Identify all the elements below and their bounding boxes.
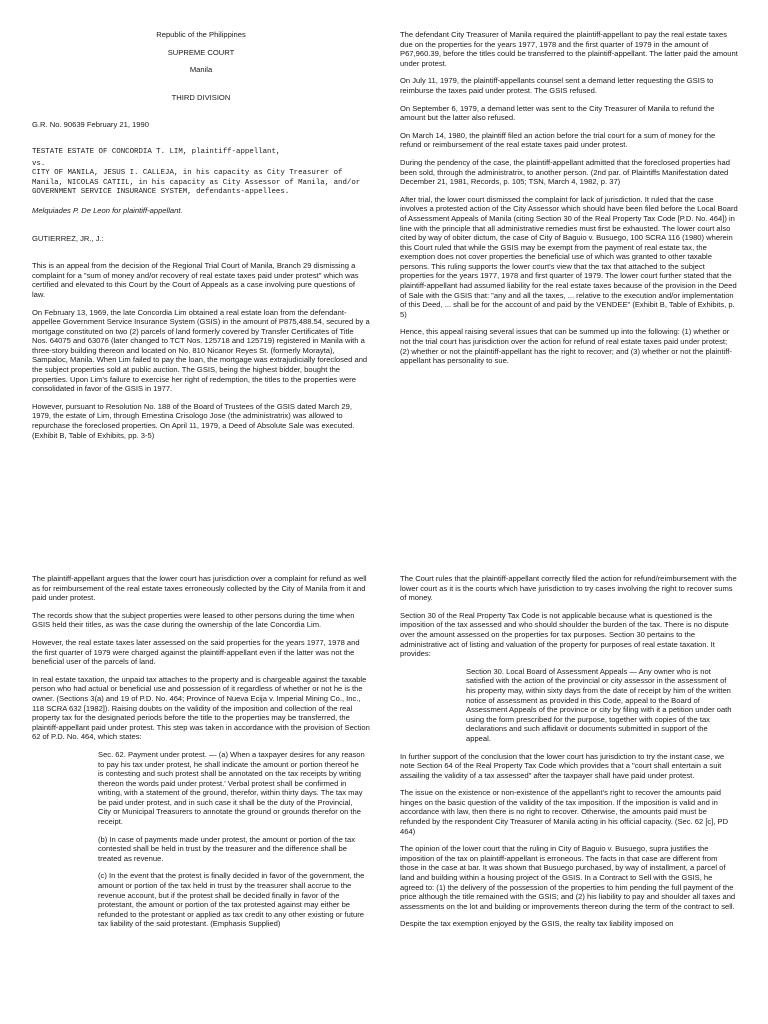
paragraph: This is an appeal from the decision of the Regional Trial Court of Manila, Branch 29 dismissing a complaint for a "sum of money and/or recovery of real estate taxes paid under protest" which was certified and elevated to this Court by the Court of Appeals as a case involving pure questions of law. <box>32 261 359 299</box>
quoted-provision: (c) In the event that the protest is finally decided in favor of the government, the amount or portion of the tax held in trust by the treasurer shall accrue to the revenue account, but if the protest shall be decided finally in favor of the protestant, the amount or portion of the tax protested against may either be refunded to the protestant or applied as tax credit to any other existing or future tax liability of the said protestant. (Emphasis Supplied) <box>98 871 365 929</box>
paragraph: The opinion of the lower court that the ruling in City of Baguio v. Busuego, supra justifies the imposition of the tax on plaintiff-appellant is erroneous. The facts in that case are different from those in the case at bar. It was shown that Busuego purchased, by way of installment, a parcel of land and building within a housing project of the GSIS. In a Contract to Sell with the GSIS, he agreed to: (1) the delivery of the possession of the properties to him pending the full payment of the price although the title remained with the GSIS; and (2) his liability to pay and shoulder all taxes and assessments on the lot and building or improvements thereon during the term of the contract to sell. <box>400 844 736 911</box>
court-heading: SUPREME COURT <box>167 47 235 57</box>
counsel-line: Melquiades P. De Leon for plaintiff-appellant. <box>32 205 183 215</box>
paragraph: In real estate taxation, the unpaid tax attaches to the property and is chargeable against the taxable person who had actual or beneficial use and possession of it regardless of whether or not he is the owner. (Sections 3(a) and 19 of P.D. No. 464; Province of Nueva Ecija v. Imperial Mining Co., Inc., 118 SCRA 632 [1982]). Raising doubts on the validity of the imposition and collection of the real property tax for the designated periods before the title to the properties may be transferred, the plaintiff-appellant paid under protest. This step was taken in accordance with the provision of Section 62 of P.D. No. 464, which states: <box>32 674 370 742</box>
column-bottom-left <box>32 574 370 1024</box>
paragraph: Section 30 of the Real Property Tax Code is not applicable because what is questioned is the imposition of the tax assessed and who should shoulder the burden of the tax. There is no dispute over the amount assessed on the properties for tax purposes. Section 30 pertains to the administrative act of listing and valuation of the property for purposes of real estate taxation. It provides: <box>400 610 729 659</box>
appellee-parties: CITY OF MANILA, JESUS I. CALLEJA, in his capacity as City Treasurer of Manila, NICOLAS CATIIL, in his capacity as City Assessor of Manila, and/or GOVERNMENT SERVICE INSURANCE SYSTEM, defendants-appellees. <box>32 169 361 197</box>
paragraph: Hence, this appeal raising several issues that can be summed up into the following: (1) whether or not the trial court has jurisdiction over the action for refund of real estate taxes paid under protest; (2) whether or not the plaintiff-appellant has the right to recover; and (3) whether or not the plaintiff-appellant has personality to sue. <box>400 327 732 366</box>
paragraph: Despite the tax exemption enjoyed by the GSIS, the realty tax liability imposed on <box>400 919 674 929</box>
quoted-provision: Section 30. Local Board of Assessment Appeals — Any owner who is not satisfied with the action of the provincial or city assessor in the assessment of his property may, within sixty days from the date of receipt by him of the written notice of assessment as provided in this Code, appeal to the Board of Assessment Appeals of the province or city by filing with it a petition under oath using the form prescribed for the purpose, together with copies of the tax declarations and such affidavit or documents submitted in support of the appeal. <box>466 666 732 743</box>
paragraph: The issue on the existence or non-existence of the appellant's right to recover the amounts paid hinges on the basic question of the validity of the tax imposition. If the imposition is valid and in accordance with law, then there is no right to recover. Otherwise, the amounts paid must be refunded by the respondent City Treasurer of Manila acting in his official capacity. (Sec. 62 [c], PD 464) <box>400 788 729 836</box>
spacer <box>32 110 370 120</box>
quoted-provision: (b) In case of payments made under protest, the amount or portion of the tax contested shall be held in trust by the treasurer and the difference shall be treated as revenue. <box>98 834 356 863</box>
spacer <box>32 138 370 148</box>
versus-label: vs. <box>32 159 46 168</box>
republic-heading: Republic of the Philippines <box>156 30 246 39</box>
appellant-party: TESTATE ESTATE OF CONCORDIA T. LIM, plaintiff-appellant, <box>32 147 281 156</box>
column-top-left <box>32 30 370 530</box>
paragraph: The defendant City Treasurer of Manila required the plaintiff-appellant to pay the real estate taxes due on the properties for the years 1977, 1978 and the first quarter of 1979 in the amount of P67,960.39, before the titles could be transferred to the plaintiff-appellant. The latter paid the amount under protest. <box>400 30 738 68</box>
paragraph: On July 11, 1979, the plaintiff-appellants counsel sent a demand letter requesting the GSIS to reimburse the taxes paid under protest. The GSIS refused. <box>400 76 714 95</box>
case-number: G.R. No. 90639 February 21, 1990 <box>32 120 149 130</box>
column-bottom-right <box>400 574 738 1024</box>
quoted-provision: Sec. 62. Payment under protest. — (a) When a taxpayer desires for any reason to pay his tax under protest, he shall indicate the amount or portion thereof he is contesting and such protest shall be annotated on the tax receipts by writing thereon the words paid under protest.' Verbal protest shall be confirmed in writing, with a statement of the ground, therefor, within thirty days. The tax may be paid under protest, and in such case it shall be the duty of the Provincial, City or Municipal Treasurers to annotate the ground or grounds therefor on the receipt. <box>98 749 365 827</box>
spacer <box>32 83 370 93</box>
division-heading: THIRD DIVISION <box>171 92 231 102</box>
column-top-right <box>400 30 738 530</box>
paragraph: During the pendency of the case, the plaintiff-appellant admitted that the foreclosed properties had been sold, through the administratrix, to another person. (2nd par. of Plaintiffs Manifestation dated December 21, 1981, Records, p. 105; TSN, March 4, 1982, p. 37) <box>400 157 730 187</box>
paragraph: On February 13, 1969, the late Concordia Lim obtained a real estate loan from the defendant-appellee Government Service Insurance System (GSIS) in the amount of P875,488.54, secured by a mortgage constituted on two (2) parcels of land formerly covered by Transfer Certificates of Title Nos. 64075 and 63076 (later changed to TCT Nos. 125718 and 125719) registered in Manila with a three-story building thereon and located on No. 810 Nicanor Reyes St. (formerly Morayta), Sampaloc, Manila. When Lim failed to pay the loan, the mortgage was extrajudicially foreclosed and the subject properties sold at public auction. The GSIS, being the highest bidder, bought the properties. Upon Lim's failure to exercise her right of redemption, the titles to the properties were consolidated in favor of the GSIS in 1977. <box>32 307 370 394</box>
ponente-line: GUTIERREZ, JR., J.: <box>32 233 104 243</box>
paragraph: In further support of the conclusion that the lower court has jurisdiction to try the instant case, we note Section 64 of the Real Property Tax Code which provides that a "court shall entertain a suit assailing the validity of a tax assessed" after the taxpayer shall have paid under protest. <box>400 751 725 780</box>
paragraph: On September 6, 1979, a demand letter was sent to the City Treasurer of Manila to refund the amount but the latter also refused. <box>400 103 715 123</box>
spacer <box>32 251 370 261</box>
paragraph: However, the real estate taxes later assessed on the said properties for the years 1977, 1978 and the first quarter of 1979 were charged against the plaintiff-appellant even if the latter was not the beneficial user of the parcels of land. <box>32 637 360 667</box>
paragraph: The Court rules that the plaintiff-appellant correctly filed the action for refund/reimbursement with the lower court as it is the courts which have jurisdiction to try cases involving the right to recover sums of money. <box>400 574 737 603</box>
paragraph: However, pursuant to Resolution No. 188 of the Board of Trustees of the GSIS dated March 29, 1979, the estate of Lim, through Ernestina Crisologo Jose (the administratrix) was allowed to repurchase the foreclosed properties. On April 11, 1979, a Deed of Absolute Sale was executed. (Exhibit B, Table of Exhibits, pp. 3-5) <box>32 401 355 440</box>
spacer <box>32 224 370 234</box>
city-heading: Manila <box>189 65 213 75</box>
paragraph: After trial, the lower court dismissed the complaint for lack of jurisdiction. It ruled that the case involves a protested action of the City Assessor which should have been filed before the Local Board of Assessment Appeals of Manila (citing Section 30 of the Real Property Tax Code [P.D. No. 464]) in line with the principle that all administrative remedies must first be exhausted. The lower court also cited by way of obiter dictum, the case of City of Baguio v. Busuego, 100 SCRA 116 (1980) wherein this Court ruled that while the GSIS may be exempt from the payment of real estate tax, the exemption does not cover properties the beneficial use of which was granted to other taxable persons. This ruling supports the lower court's view that the tax that attached to the subject properties for the years 1977, 1978 and first quarter of 1979. The lower court further stated that the plaintiff-appellant had assumed liability for the real estate taxes because of the provision in the Deed of Sale with the GSIS that: "any and all the taxes, ... relative to the execution and/or implementation of this Deed, ... shall be for the account of and paid by the VENDEE" (Exhibit B, Table of Exhibits, p. 5) <box>400 194 738 319</box>
paragraph: The plaintiff-appellant argues that the lower court has jurisdiction over a complaint for refund as well as for reimbursement of the real estate taxes erroneously collected by the City of Manila from it and paid under protest. <box>32 574 367 603</box>
paragraph: The records show that the subject properties were leased to other persons during the time when GSIS held their titles, as was the case during the ownership of the late Concordia Lim. <box>32 610 355 630</box>
paragraph: On March 14, 1980, the plaintiff filed an action before the trial court for a sum of money for the refund or reimbursement of the real estate taxes paid under protest. <box>400 130 716 150</box>
